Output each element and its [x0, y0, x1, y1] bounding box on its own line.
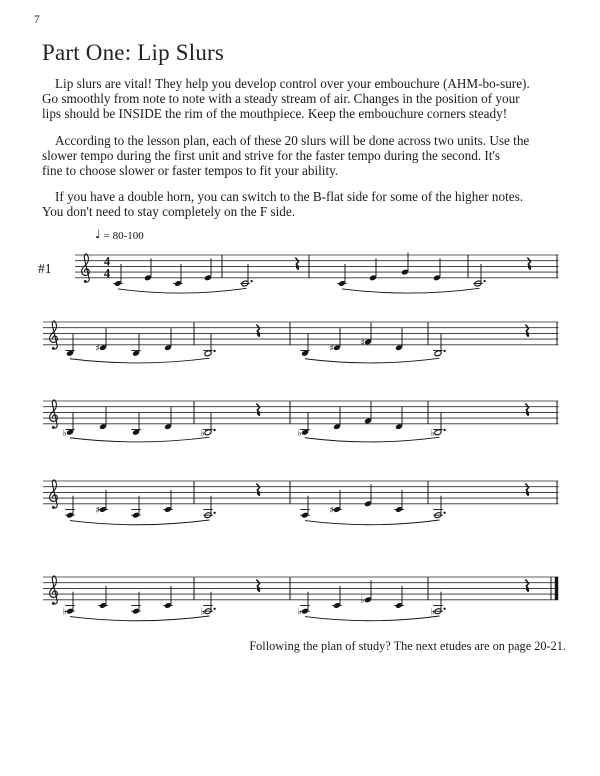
tempo-text: = 80-100 [103, 230, 144, 242]
body-text-line: Go smoothly from note to note with a steady stream of air. Changes in the position of your [42, 91, 520, 107]
sharp-icon: ♯ [95, 343, 101, 355]
paragraph [42, 133, 574, 179]
flat-icon: ♭ [62, 606, 67, 618]
flat-icon: ♭ [200, 427, 205, 439]
flat-icon: ♭ [297, 606, 302, 618]
body-text-line: According to the lesson plan, each of these 20 slurs will be done across two units. Use the [55, 132, 530, 148]
paragraph [42, 189, 574, 219]
quarter-rest-icon [526, 404, 529, 415]
body-text-line: Lip slurs are vital! They help you develop control over your embouchure (AHM-bo-sure). [55, 76, 530, 91]
quarter-rest-icon [257, 484, 260, 495]
svg-text:4: 4 [103, 254, 111, 269]
quarter-note-icon: ♩ [95, 227, 101, 241]
flat-icon: ♭ [430, 606, 435, 618]
svg-text:4: 4 [103, 266, 111, 281]
intro-text [42, 38, 574, 231]
treble-clef-icon [50, 400, 58, 429]
quarter-rest-icon [526, 484, 529, 495]
quarter-rest-icon [257, 325, 260, 336]
body-text-line: lips should be INSIDE the rim of the mouthpiece. Keep the embouchure corners steady! [42, 106, 508, 122]
sharp-icon: ♯ [360, 337, 366, 349]
flat-icon: ♭ [430, 427, 435, 439]
staff-system-3 [40, 385, 560, 453]
flat-icon: ♭ [62, 427, 67, 439]
quarter-rest-icon [257, 404, 260, 415]
quarter-rest-icon [526, 325, 529, 336]
quarter-rest-icon [528, 258, 531, 269]
staff-system-4 [40, 465, 560, 533]
flat-icon: ♭ [360, 595, 365, 607]
body-text-line: You don't need to stay completely on the F side. [42, 204, 296, 220]
quarter-rest-icon [296, 258, 299, 269]
sharp-icon: ♯ [95, 504, 101, 516]
treble-clef-icon [50, 321, 58, 350]
staff-system-2 [40, 306, 560, 374]
flat-icon: ♭ [297, 427, 302, 439]
quarter-rest-icon [257, 580, 260, 591]
treble-clef-icon [50, 576, 58, 605]
page-title: Part One: Lip Slurs [42, 40, 225, 65]
time-signature [104, 255, 111, 281]
treble-clef-icon [82, 254, 90, 283]
body-text-line: slower tempo during the first unit and strive for the faster tempo during the second. It's [42, 147, 500, 163]
quarter-rest-icon [526, 580, 529, 591]
treble-clef-icon [50, 480, 58, 509]
final-barline [555, 577, 558, 600]
body-text-line: fine to choose slower or faster tempos to fit your ability. [42, 163, 339, 179]
sharp-icon: ♯ [329, 504, 335, 516]
page-number: 7 [34, 14, 40, 26]
body-text-line: If you have a double horn, you can switch to the B-flat side for some of the higher notes. [55, 189, 524, 205]
sharp-icon: ♯ [329, 343, 335, 355]
flat-icon: ♭ [200, 606, 205, 618]
staff-system-5 [40, 561, 560, 629]
footer-note: Following the plan of study? The next etudes are on page 20-21. [249, 639, 566, 653]
paragraph [42, 76, 574, 122]
staff-system-1 [40, 239, 560, 307]
exercise-number-label: #1 [38, 261, 52, 276]
